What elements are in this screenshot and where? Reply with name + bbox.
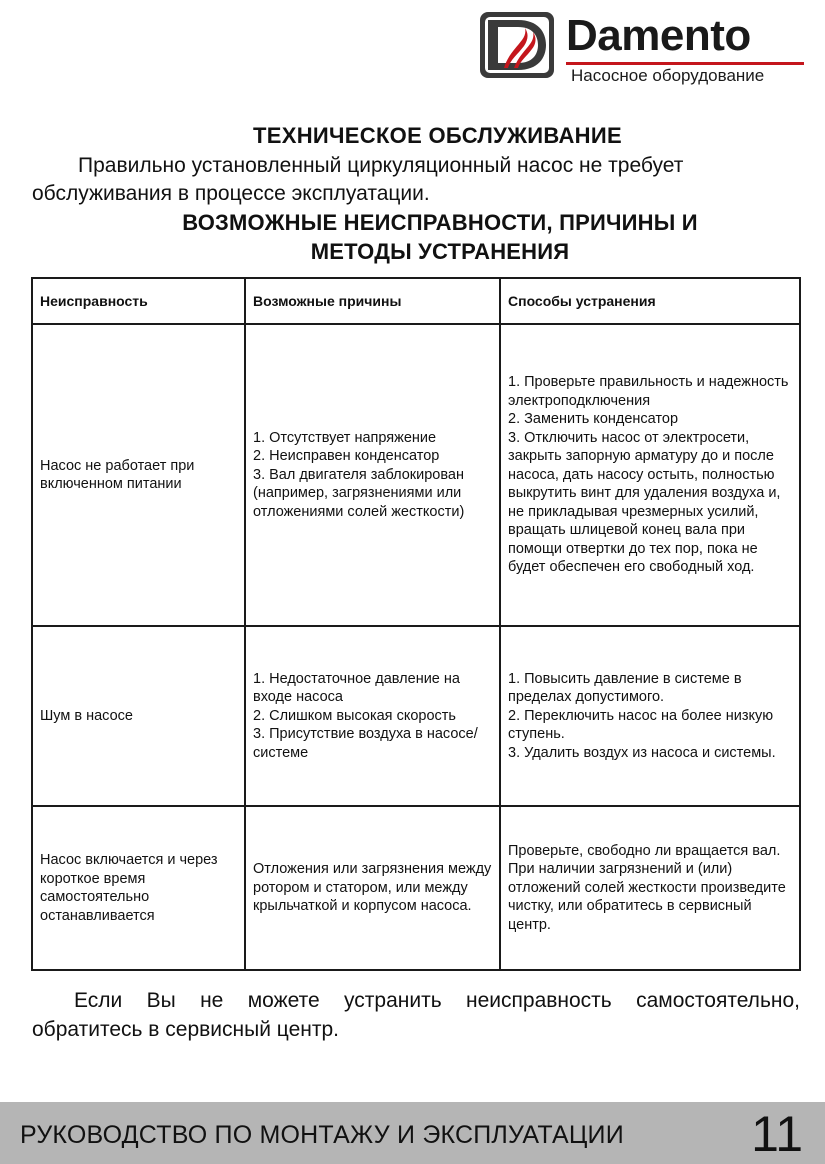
section-title: ТЕХНИЧЕСКОЕ ОБСЛУЖИВАНИЕ (253, 123, 622, 148)
fault-cell: Насос не работает при включенном питании (32, 324, 245, 626)
remedies-cell (500, 324, 800, 626)
header-remedies: Способы устранения (500, 278, 800, 324)
faults-title-line-2: МЕТОДЫ УСТРАНЕНИЯ (310, 239, 570, 264)
company-logo (478, 10, 808, 85)
footer-title: РУКОВОДСТВО ПО МОНТАЖУ И ЭКСПЛУАТАЦИИ (20, 1121, 624, 1149)
cause-item: 3. Присутствие воздуха в насосе/системе (253, 726, 478, 761)
remedy-item: 3. Удалить воздух из насоса и системы. (508, 744, 776, 761)
table-row (32, 626, 800, 806)
remedy-item: 3. Отключить насос от электросети, закрыть запорную арматуру до и после насоса, дать насосу остыть, полностью выкрутить винт для удаления воздуха и, не прикладывая чрезмерных усилий, вращать шлицевой конец вала при помощи отвертки до тех пор, пока не будет обеспечен его свободный ход. (508, 429, 781, 576)
remedy-item: Проверьте, свободно ли вращается вал. При наличии загрязнений и (или) отложений солей жесткости произведите чистку, или обратитесь в сервисный центр. (508, 842, 786, 933)
remedies-cell (500, 806, 800, 970)
faults-title-line-1: ВОЗМОЖНЫЕ НЕИСПРАВНОСТИ, ПРИЧИНЫ И (182, 210, 698, 235)
brand-subtitle: Насосное оборудование (571, 66, 765, 85)
troubleshooting-table (31, 277, 801, 971)
remedy-item: 2. Заменить конденсатор (508, 411, 679, 428)
table-row (32, 806, 800, 970)
remedies-cell (500, 626, 800, 806)
causes-cell (245, 806, 500, 970)
header-causes: Возможные причины (245, 278, 500, 324)
page-footer (0, 1102, 825, 1164)
service-center-note: Если Вы не можете устранить неисправность самостоятельно, обратитесь в сервисный центр. (32, 989, 800, 1041)
causes-cell (245, 324, 500, 626)
cause-item: 1. Отсутствует напряжение (253, 429, 437, 446)
intro-paragraph: Правильно установленный циркуляционный насос не требует обслуживания в процессе эксплуатации. (32, 154, 684, 205)
cause-item: 3. Вал двигателя заблокирован (например, загрязнениями или отложениями солей жесткости) (253, 466, 465, 520)
cause-item: Отложения или загрязнения между ротором и статором, или между крыльчаткой и корпусом насоса. (253, 861, 492, 915)
faults-title (110, 208, 770, 266)
remedy-item: 2. Переключить насос на более низкую ступень. (508, 707, 774, 743)
brand-underline (566, 62, 804, 65)
cause-item: 2. Слишком высокая скорость (253, 707, 456, 724)
cause-item: 2. Неисправен конденсатор (253, 448, 440, 465)
table-header-row (32, 278, 800, 324)
page-number: 11 (751, 1106, 803, 1162)
fault-cell: Насос включается и через короткое время самостоятельно останавливается (32, 806, 245, 970)
header-fault: Неисправность (32, 278, 245, 324)
cause-item: 1. Недостаточное давление на входе насоса (253, 670, 460, 706)
remedy-item: 1. Проверьте правильность и надежность электроподключения (508, 374, 789, 409)
remedy-item: 1. Повысить давление в системе в пределах допустимого. (508, 670, 742, 706)
table-row (32, 324, 800, 626)
brand-name: Damento (566, 11, 751, 60)
causes-cell (245, 626, 500, 806)
damento-logo-icon (478, 10, 556, 80)
fault-cell: Шум в насосе (32, 626, 245, 806)
